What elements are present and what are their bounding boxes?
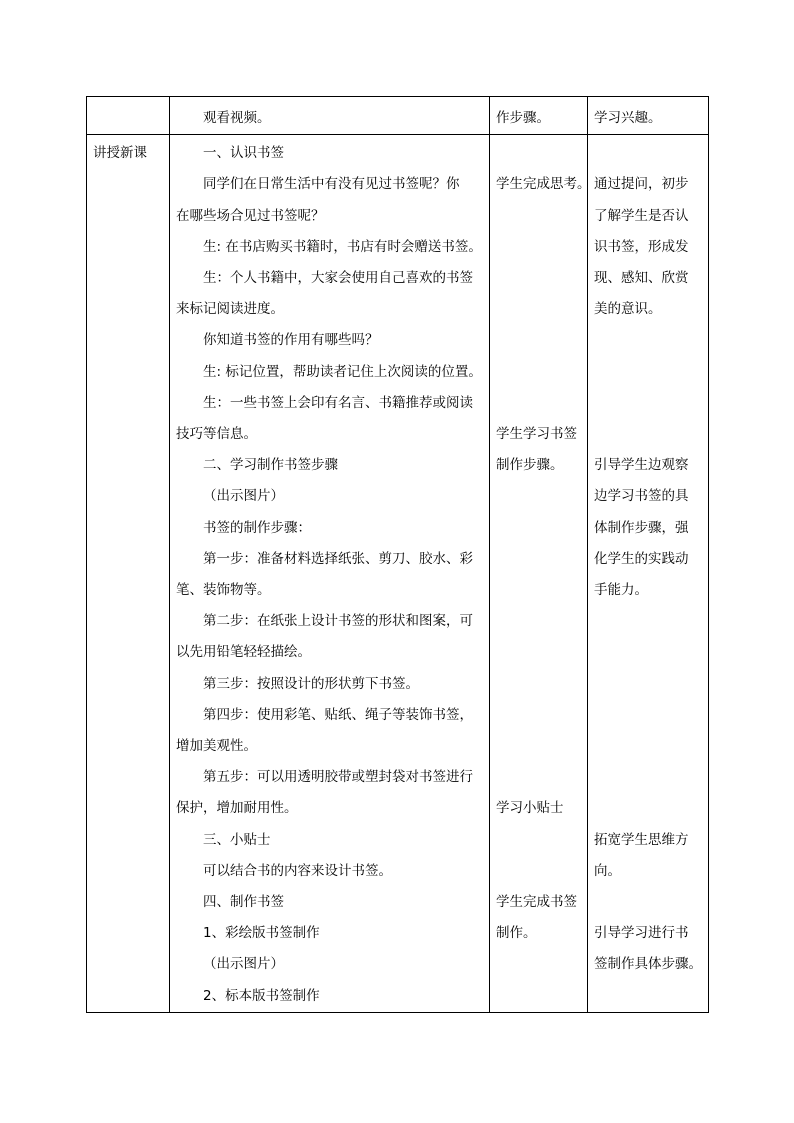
content-line: 四、制作书签 — [203, 894, 284, 911]
table-row — [87, 97, 709, 135]
section-cell — [87, 135, 170, 1013]
content-line: 同学们在日常生活中有没有见过书签呢？你 — [203, 176, 460, 193]
intent-line: 边学习书签的具 — [594, 488, 689, 505]
content-line: 笔、装饰物等。 — [176, 582, 271, 599]
activity-line: 制作。 — [496, 925, 537, 942]
content-line: 生：一些书签上会印有名言、书籍推荐或阅读 — [203, 394, 473, 411]
intent-line: 识书签，形成发 — [594, 238, 689, 255]
content-line: 第一步：准备材料选择纸张、剪刀、胶水、彩 — [203, 550, 473, 567]
intent-cell-top — [588, 97, 709, 135]
content-line: 生: 在书店购买书籍时，书店有时会赠送书签。 — [203, 238, 482, 255]
content-cell-top — [170, 97, 490, 135]
intent-line: 拓宽学生思维方 — [594, 831, 689, 848]
content-line: 可以结合书的内容来设计书签。 — [203, 862, 392, 879]
content-line: 生：个人书籍中，大家会使用自己喜欢的书签 — [203, 270, 473, 287]
intent-line: 通过提问，初步 — [594, 176, 689, 193]
content-line: 三、小贴士 — [203, 831, 271, 848]
activity-line: 学生完成思考。 — [496, 176, 591, 193]
intent-line: 了解学生是否认 — [594, 207, 689, 224]
content-line: 观看视频。 — [203, 110, 271, 126]
section-label-top — [87, 97, 169, 103]
content-line: （出示图片） — [203, 956, 284, 973]
content-line: 第三步：按照设计的形状剪下书签。 — [203, 675, 419, 692]
content-line: （出示图片） — [203, 488, 284, 505]
intent-line: 现、感知、欣赏 — [594, 270, 689, 287]
content-line: 保护，增加耐用性。 — [176, 800, 298, 817]
content-line: 第四步：使用彩笔、贴纸、绳子等装饰书签， — [203, 706, 473, 723]
content-line: 你知道书签的作用有哪些吗？ — [203, 332, 379, 349]
intent-line: 学习兴趣。 — [594, 110, 662, 126]
intent-line: 化学生的实践动 — [594, 550, 689, 567]
content-line: 增加美观性。 — [176, 738, 257, 755]
content-line: 来标记阅读进度。 — [176, 301, 284, 318]
content-line: 1、彩绘版书签制作 — [203, 925, 320, 942]
intent-line: 引导学习进行书 — [594, 925, 689, 942]
content-line: 第五步：可以用透明胶带或塑封袋对书签进行 — [203, 769, 473, 786]
content-line: 以先用铅笔轻轻描绘。 — [176, 644, 311, 661]
intent-line: 向。 — [594, 862, 621, 879]
table-row — [87, 135, 709, 1013]
content-cell — [170, 135, 490, 1013]
activity-line: 学习小贴士 — [496, 800, 564, 817]
activity-line: 学生学习书签 — [496, 426, 577, 443]
activity-line: 学生完成书签 — [496, 894, 577, 911]
intent-line: 手能力。 — [594, 582, 648, 599]
activity-line: 制作步骤。 — [496, 457, 564, 474]
content-line: 生: 标记位置，帮助读者记住上次阅读的位置。 — [203, 363, 482, 380]
content-line: 2、标本版书签制作 — [203, 987, 320, 1004]
activity-cell-top — [490, 97, 588, 135]
intent-cell — [588, 135, 709, 1013]
content-line: 二、学习制作书签步骤 — [203, 457, 338, 474]
intent-line: 体制作步骤，强 — [594, 519, 689, 536]
content-line: 技巧等信息。 — [176, 426, 257, 443]
intent-line: 签制作具体步骤。 — [594, 956, 702, 973]
content-line: 书签的制作步骤： — [203, 519, 311, 536]
lesson-plan-table — [86, 96, 709, 1013]
section-label: 讲授新课 — [93, 145, 147, 162]
content-line: 在哪些场合见过书签呢？ — [176, 207, 325, 224]
activity-line: 作步骤。 — [496, 110, 550, 126]
intent-line: 美的意识。 — [594, 301, 662, 318]
section-cell-empty — [87, 97, 170, 135]
intent-line: 引导学生边观察 — [594, 457, 689, 474]
activity-cell — [490, 135, 591, 1013]
content-line: 一、认识书签 — [203, 145, 284, 162]
content-line: 第二步：在纸张上设计书签的形状和图案，可 — [203, 613, 473, 630]
